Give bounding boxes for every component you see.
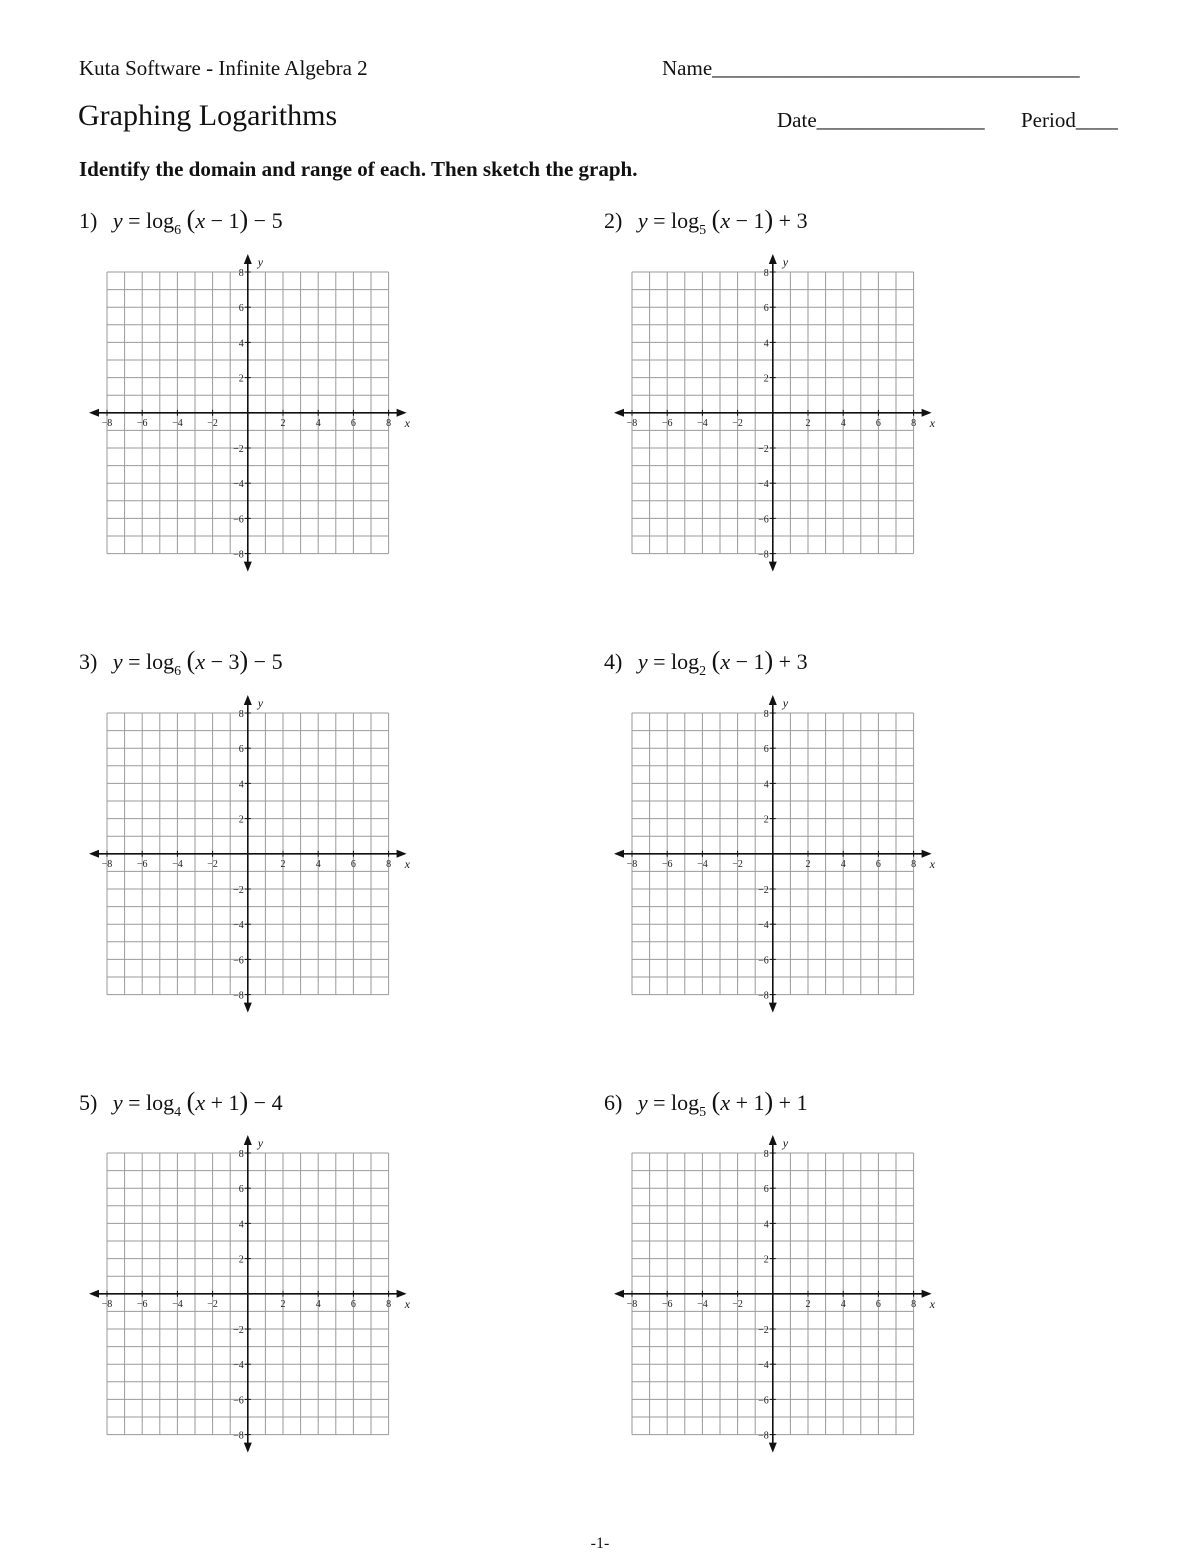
x-axis-left-arrow-icon bbox=[614, 1290, 624, 1298]
x-tick-label: −4 bbox=[172, 417, 183, 429]
x-tick-label: −6 bbox=[661, 1298, 673, 1310]
inner-constant: 1 bbox=[228, 208, 240, 233]
x-tick-label: −8 bbox=[101, 858, 113, 870]
inner-constant: 3 bbox=[228, 649, 240, 674]
log-function: log bbox=[671, 649, 700, 674]
problem-number: 6) bbox=[604, 1090, 623, 1115]
log-base: 5 bbox=[699, 1105, 707, 1120]
x-axis-label: x bbox=[929, 856, 935, 871]
publisher-label: Kuta Software - Infinite Algebra 2 bbox=[79, 56, 368, 80]
outer-constant: 5 bbox=[271, 208, 283, 233]
outer-operator: + bbox=[778, 208, 792, 233]
y-tick-label: −2 bbox=[233, 444, 244, 455]
outer-constant: 4 bbox=[271, 1090, 283, 1115]
inner-variable: x bbox=[720, 1090, 731, 1115]
x-axis-left-arrow-icon bbox=[614, 850, 624, 858]
x-tick-label: 4 bbox=[840, 858, 846, 870]
y-axis-label: y bbox=[257, 255, 264, 269]
x-tick-label: −4 bbox=[172, 1298, 183, 1310]
x-tick-label: 8 bbox=[911, 858, 917, 870]
log-base: 5 bbox=[699, 223, 707, 238]
x-tick-label: 2 bbox=[280, 1298, 286, 1310]
x-tick-label: 6 bbox=[875, 1298, 881, 1310]
y-tick-label: −4 bbox=[758, 479, 769, 491]
coordinate-plane bbox=[603, 689, 943, 1029]
x-tick-label: −8 bbox=[101, 417, 113, 429]
log-base: 6 bbox=[174, 223, 182, 238]
log-function: log bbox=[146, 649, 175, 674]
inner-operator: − bbox=[735, 208, 748, 233]
coordinate-plane bbox=[78, 689, 418, 1029]
log-base: 4 bbox=[174, 1105, 182, 1120]
y-tick-label: −2 bbox=[233, 1325, 244, 1336]
x-tick-label: −6 bbox=[136, 417, 148, 429]
outer-constant: 3 bbox=[796, 208, 808, 233]
y-axis-down-arrow-icon bbox=[244, 562, 252, 572]
y-tick-label: 6 bbox=[238, 1184, 244, 1196]
x-tick-label: −8 bbox=[101, 1298, 113, 1310]
x-tick-label: 6 bbox=[350, 858, 356, 870]
y-axis-up-arrow-icon bbox=[244, 695, 252, 705]
outer-operator: + bbox=[778, 1090, 792, 1115]
y-tick-label: 8 bbox=[763, 268, 769, 279]
problem-2: 2) $y = \log_5 (x - 1) + 3$ bbox=[604, 205, 808, 238]
page-number: -1- bbox=[590, 1535, 610, 1552]
y-axis-label: y bbox=[782, 255, 789, 269]
outer-operator: − bbox=[253, 208, 267, 233]
y-tick-label: 8 bbox=[238, 709, 244, 720]
x-axis-label: x bbox=[929, 1296, 935, 1311]
y-tick-label: 8 bbox=[763, 709, 769, 720]
equals-sign: = bbox=[653, 649, 666, 674]
x-axis-label: x bbox=[404, 415, 410, 430]
problem-number: 4) bbox=[604, 649, 623, 674]
inner-operator: − bbox=[210, 649, 223, 674]
graph-grid-5[interactable] bbox=[78, 1129, 418, 1469]
x-tick-label: 8 bbox=[911, 417, 917, 429]
problem-6: 6) $y = \log_5 (x + 1) + 1$ bbox=[604, 1087, 808, 1120]
x-tick-label: −4 bbox=[697, 417, 708, 429]
x-tick-label: −6 bbox=[661, 417, 673, 429]
inner-constant: 1 bbox=[753, 208, 765, 233]
x-tick-label: −6 bbox=[136, 1298, 148, 1310]
y-tick-label: −6 bbox=[758, 514, 769, 526]
x-tick-label: −4 bbox=[172, 858, 183, 870]
worksheet-title: Graphing Logarithms bbox=[78, 99, 338, 132]
inner-operator: − bbox=[210, 208, 223, 233]
y-tick-label: 2 bbox=[238, 814, 244, 826]
problem-number: 3) bbox=[79, 649, 98, 674]
y-tick-label: −4 bbox=[233, 920, 244, 932]
y-tick-label: 6 bbox=[763, 303, 769, 315]
y-tick-label: −6 bbox=[758, 955, 769, 967]
y-tick-label: −6 bbox=[233, 1395, 244, 1407]
log-function: log bbox=[671, 208, 700, 233]
y-tick-label: −4 bbox=[758, 1360, 769, 1372]
x-tick-label: −8 bbox=[626, 417, 638, 429]
x-tick-label: 4 bbox=[840, 417, 846, 429]
x-tick-label: 4 bbox=[315, 858, 321, 870]
y-tick-label: −2 bbox=[758, 885, 769, 896]
coordinate-plane bbox=[78, 1129, 418, 1469]
y-tick-label: 2 bbox=[238, 373, 244, 385]
y-axis-label: y bbox=[257, 696, 264, 710]
y-tick-label: −8 bbox=[233, 1430, 244, 1442]
y-axis-up-arrow-icon bbox=[769, 695, 777, 705]
y-tick-label: 2 bbox=[763, 1254, 769, 1266]
coordinate-plane bbox=[603, 248, 943, 588]
lhs-variable: y bbox=[112, 649, 123, 674]
x-axis-left-arrow-icon bbox=[614, 409, 624, 417]
x-tick-label: 2 bbox=[805, 417, 811, 429]
y-tick-label: 4 bbox=[763, 1219, 769, 1231]
log-function: log bbox=[146, 208, 175, 233]
instructions: Identify the domain and range of each. Then sketch the graph. bbox=[79, 157, 638, 181]
equals-sign: = bbox=[128, 649, 141, 674]
problem-4: 4) $y = \log_2 (x - 1) + 3$ bbox=[604, 646, 808, 679]
y-tick-label: 4 bbox=[763, 338, 769, 350]
y-tick-label: −8 bbox=[233, 549, 244, 561]
x-tick-label: −2 bbox=[207, 1298, 218, 1310]
x-tick-label: 8 bbox=[911, 1298, 917, 1310]
inner-operator: − bbox=[735, 649, 748, 674]
lhs-variable: y bbox=[637, 1090, 648, 1115]
graph-grid-2[interactable] bbox=[603, 248, 943, 588]
lhs-variable: y bbox=[112, 1090, 123, 1115]
y-tick-label: −8 bbox=[758, 990, 769, 1002]
inner-variable: x bbox=[720, 649, 731, 674]
inner-constant: 1 bbox=[753, 649, 765, 674]
y-tick-label: 8 bbox=[238, 268, 244, 279]
x-axis-label: x bbox=[404, 856, 410, 871]
problem-number: 5) bbox=[79, 1090, 98, 1115]
equals-sign: = bbox=[653, 208, 666, 233]
outer-operator: + bbox=[778, 649, 792, 674]
y-tick-label: 4 bbox=[238, 338, 244, 350]
x-tick-label: 6 bbox=[350, 1298, 356, 1310]
problem-5: 5) $y = \log_4 (x + 1) - 4$ bbox=[79, 1087, 283, 1120]
name-field[interactable]: Name___________________________________ bbox=[662, 56, 1080, 80]
x-tick-label: 2 bbox=[805, 858, 811, 870]
y-tick-label: 2 bbox=[763, 373, 769, 385]
y-axis-label: y bbox=[257, 1136, 264, 1150]
y-tick-label: −8 bbox=[758, 1430, 769, 1442]
x-tick-label: −2 bbox=[207, 417, 218, 429]
lhs-variable: y bbox=[112, 208, 123, 233]
log-function: log bbox=[146, 1090, 175, 1115]
y-tick-label: −8 bbox=[758, 549, 769, 561]
outer-constant: 1 bbox=[796, 1090, 808, 1115]
x-tick-label: −2 bbox=[207, 858, 218, 870]
y-tick-label: 2 bbox=[238, 1254, 244, 1266]
equals-sign: = bbox=[653, 1090, 666, 1115]
log-base: 6 bbox=[174, 664, 182, 679]
y-tick-label: −2 bbox=[758, 444, 769, 455]
x-tick-label: 8 bbox=[386, 1298, 392, 1310]
x-tick-label: −2 bbox=[732, 1298, 743, 1310]
x-tick-label: 8 bbox=[386, 417, 392, 429]
y-tick-label: −6 bbox=[233, 955, 244, 967]
y-axis-down-arrow-icon bbox=[769, 562, 777, 572]
equals-sign: = bbox=[128, 208, 141, 233]
graph-grid-4[interactable] bbox=[603, 689, 943, 1029]
x-tick-label: 6 bbox=[350, 417, 356, 429]
graph-grid-3[interactable] bbox=[78, 689, 418, 1029]
y-axis-down-arrow-icon bbox=[769, 1003, 777, 1013]
y-axis-down-arrow-icon bbox=[244, 1003, 252, 1013]
x-tick-label: 8 bbox=[386, 858, 392, 870]
y-tick-label: −2 bbox=[233, 885, 244, 896]
x-tick-label: 4 bbox=[840, 1298, 846, 1310]
problem-number: 2) bbox=[604, 208, 623, 233]
y-tick-label: 6 bbox=[238, 303, 244, 315]
y-tick-label: 8 bbox=[763, 1149, 769, 1160]
lhs-variable: y bbox=[637, 649, 648, 674]
inner-variable: x bbox=[195, 1090, 206, 1115]
y-tick-label: 4 bbox=[238, 779, 244, 791]
outer-constant: 3 bbox=[796, 649, 808, 674]
y-axis-down-arrow-icon bbox=[244, 1443, 252, 1453]
y-axis-up-arrow-icon bbox=[244, 1135, 252, 1145]
x-tick-label: −6 bbox=[661, 858, 673, 870]
y-tick-label: 6 bbox=[763, 1184, 769, 1196]
inner-variable: x bbox=[720, 208, 731, 233]
x-tick-label: 2 bbox=[805, 1298, 811, 1310]
x-tick-label: 4 bbox=[315, 417, 321, 429]
y-tick-label: −4 bbox=[233, 1360, 244, 1372]
inner-operator: + bbox=[210, 1090, 223, 1115]
x-tick-label: −6 bbox=[136, 858, 148, 870]
y-axis-down-arrow-icon bbox=[769, 1443, 777, 1453]
inner-variable: x bbox=[195, 649, 206, 674]
y-axis-label: y bbox=[782, 696, 789, 710]
y-tick-label: 8 bbox=[238, 1149, 244, 1160]
log-function: log bbox=[671, 1090, 700, 1115]
y-tick-label: −6 bbox=[233, 514, 244, 526]
x-axis-label: x bbox=[404, 1296, 410, 1311]
x-axis-left-arrow-icon bbox=[89, 409, 99, 417]
y-tick-label: 6 bbox=[238, 744, 244, 756]
y-axis-up-arrow-icon bbox=[244, 254, 252, 264]
inner-constant: 1 bbox=[228, 1090, 240, 1115]
log-base: 2 bbox=[699, 664, 707, 679]
x-tick-label: 2 bbox=[280, 417, 286, 429]
y-axis-up-arrow-icon bbox=[769, 254, 777, 264]
y-tick-label: 4 bbox=[238, 1219, 244, 1231]
coordinate-plane bbox=[603, 1129, 943, 1469]
problem-3: 3) $y = \log_6 (x - 3) - 5$ bbox=[79, 646, 283, 679]
x-tick-label: 4 bbox=[315, 1298, 321, 1310]
x-tick-label: −2 bbox=[732, 858, 743, 870]
x-tick-label: −4 bbox=[697, 1298, 708, 1310]
outer-constant: 5 bbox=[271, 649, 283, 674]
x-tick-label: −8 bbox=[626, 858, 638, 870]
y-tick-label: 2 bbox=[763, 814, 769, 826]
problem-1: 1) $y = \log_6 (x - 1) - 5$ bbox=[79, 205, 283, 238]
y-tick-label: −8 bbox=[233, 990, 244, 1002]
inner-operator: + bbox=[735, 1090, 748, 1115]
x-tick-label: −8 bbox=[626, 1298, 638, 1310]
y-axis-up-arrow-icon bbox=[769, 1135, 777, 1145]
x-tick-label: 6 bbox=[875, 417, 881, 429]
inner-variable: x bbox=[195, 208, 206, 233]
y-tick-label: −4 bbox=[233, 479, 244, 491]
coordinate-plane bbox=[78, 248, 418, 588]
period-field[interactable]: Period____ bbox=[1021, 108, 1118, 132]
x-tick-label: 6 bbox=[875, 858, 881, 870]
x-tick-label: 2 bbox=[280, 858, 286, 870]
problem-number: 1) bbox=[79, 208, 98, 233]
date-field[interactable]: Date________________ bbox=[777, 108, 985, 132]
graph-grid-1[interactable] bbox=[78, 248, 418, 588]
equals-sign: = bbox=[128, 1090, 141, 1115]
y-tick-label: 6 bbox=[763, 744, 769, 756]
outer-operator: − bbox=[253, 649, 267, 674]
y-tick-label: −2 bbox=[758, 1325, 769, 1336]
inner-constant: 1 bbox=[753, 1090, 765, 1115]
x-tick-label: −4 bbox=[697, 858, 708, 870]
x-axis-label: x bbox=[929, 415, 935, 430]
outer-operator: − bbox=[253, 1090, 267, 1115]
lhs-variable: y bbox=[637, 208, 648, 233]
x-axis-left-arrow-icon bbox=[89, 850, 99, 858]
y-tick-label: −6 bbox=[758, 1395, 769, 1407]
y-tick-label: 4 bbox=[763, 779, 769, 791]
x-axis-left-arrow-icon bbox=[89, 1290, 99, 1298]
y-tick-label: −4 bbox=[758, 920, 769, 932]
graph-grid-6[interactable] bbox=[603, 1129, 943, 1469]
x-tick-label: −2 bbox=[732, 417, 743, 429]
y-axis-label: y bbox=[782, 1136, 789, 1150]
